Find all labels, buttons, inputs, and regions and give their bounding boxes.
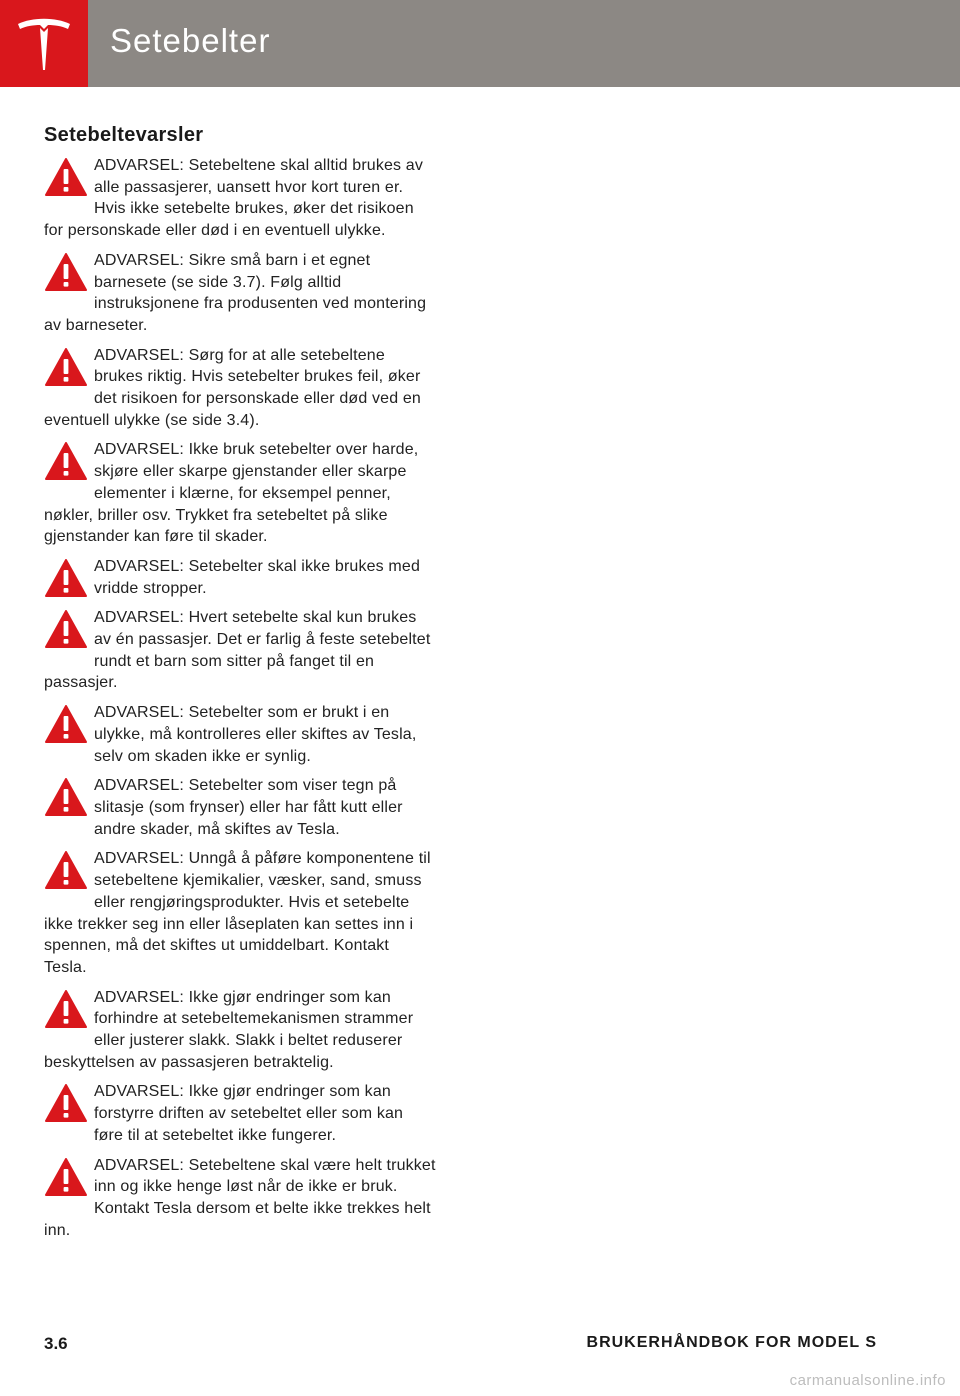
page-header — [0, 0, 960, 87]
warning-triangle-icon — [44, 704, 94, 746]
warning-text: ADVARSEL: Ikke gjør endringer som kan forstyrre driften av setebeltet eller som kan føre til at setebeltet ikke fungerer. — [94, 1083, 404, 1144]
warning-triangle-icon — [44, 157, 94, 199]
warning-text: ADVARSEL: Unngå å påføre komponentene til setebeltene kjemikalier, væsker, sand, smuss eller rengjøringsprodukter. Hvis et setebelte ikke trekker seg inn eller låseplaten kan settes inn i spennen, må det skiftes ut umiddelbart. Kontakt Tesla. — [44, 850, 431, 976]
warning-item — [44, 155, 436, 242]
warning-item — [44, 1155, 436, 1242]
warnings-list — [44, 155, 436, 1241]
warning-item — [44, 702, 436, 767]
warning-text: ADVARSEL: Sørg for at alle setebeltene brukes riktig. Hvis setebelter brukes feil, øker det risikoen for personskade eller død ved en eventuell ulykke (se side 3.4). — [44, 346, 421, 429]
tesla-logo-icon — [14, 14, 74, 74]
warning-text: ADVARSEL: Setebeltene skal være helt trukket inn og ikke henge løst når de ikke er bruk. Kontakt Tesla dersom et belte ikke trekkes helt inn. — [44, 1156, 436, 1239]
page-number: 3.6 — [44, 1334, 68, 1353]
warning-triangle-icon — [44, 609, 94, 651]
warning-text: ADVARSEL: Setebelter som viser tegn på slitasje (som frynser) eller har fått kutt eller andre skader, må skiftes av Tesla. — [94, 777, 403, 838]
warning-text: ADVARSEL: Hvert setebelte skal kun brukes av én passasjer. Det er farlig å feste setebeltet rundt et barn som sitter på fanget til en passasjer. — [44, 609, 431, 692]
warning-triangle-icon — [44, 441, 94, 483]
warning-item — [44, 439, 436, 548]
section-heading: Setebeltevarsler — [44, 124, 204, 146]
warning-item — [44, 345, 436, 432]
warning-triangle-icon — [44, 252, 94, 294]
manual-title: BRUKERHÅNDBOK FOR MODEL S — [586, 1334, 877, 1351]
watermark: carmanualsonline.info — [789, 1372, 946, 1389]
warning-text: ADVARSEL: Setebeltene skal alltid brukes av alle passasjerer, uansett hvor kort turen er. Hvis ikke setebelte brukes, øker det risikoen for personskade eller død i en eventuell ulykke. — [44, 157, 423, 240]
warning-text: ADVARSEL: Ikke bruk setebelter over harde, skjøre eller skarpe gjenstander eller skarpe elementer i klærne, for eksempel penner, nøkler, briller osv. Trykket fra setebeltet på slike gjenstander kan føre til skader. — [44, 441, 419, 546]
warning-text: ADVARSEL: Sikre små barn i et egnet barnesete (se side 3.7). Følg alltid instruksjonene fra produsenten ved montering av barneseter. — [44, 251, 427, 334]
warning-item — [44, 556, 436, 599]
warning-text: ADVARSEL: Setebelter som er brukt i en ulykke, må kontrolleres eller skiftes av Tesla, selv om skaden ikke er synlig. — [94, 704, 417, 765]
logo-box — [0, 0, 88, 87]
warning-item — [44, 250, 436, 337]
warning-triangle-icon — [44, 777, 94, 819]
warning-item — [44, 1081, 436, 1146]
page-title: Setebelter — [110, 22, 271, 59]
warning-triangle-icon — [44, 347, 94, 389]
warning-text: ADVARSEL: Ikke gjør endringer som kan forhindre at setebeltemekanismen strammer eller justerer slakk. Slakk i beltet reduserer beskyttelsen av passasjeren betraktelig. — [44, 988, 414, 1071]
warning-item — [44, 775, 436, 840]
warning-triangle-icon — [44, 558, 94, 600]
main-content — [44, 124, 436, 1249]
warning-text: ADVARSEL: Setebelter skal ikke brukes med vridde stropper. — [94, 557, 420, 597]
warning-triangle-icon — [44, 989, 94, 1031]
warning-triangle-icon — [44, 1157, 94, 1199]
warning-item — [44, 607, 436, 694]
warning-triangle-icon — [44, 1083, 94, 1125]
warning-item — [44, 848, 436, 978]
warning-triangle-icon — [44, 850, 94, 892]
warning-item — [44, 987, 436, 1074]
